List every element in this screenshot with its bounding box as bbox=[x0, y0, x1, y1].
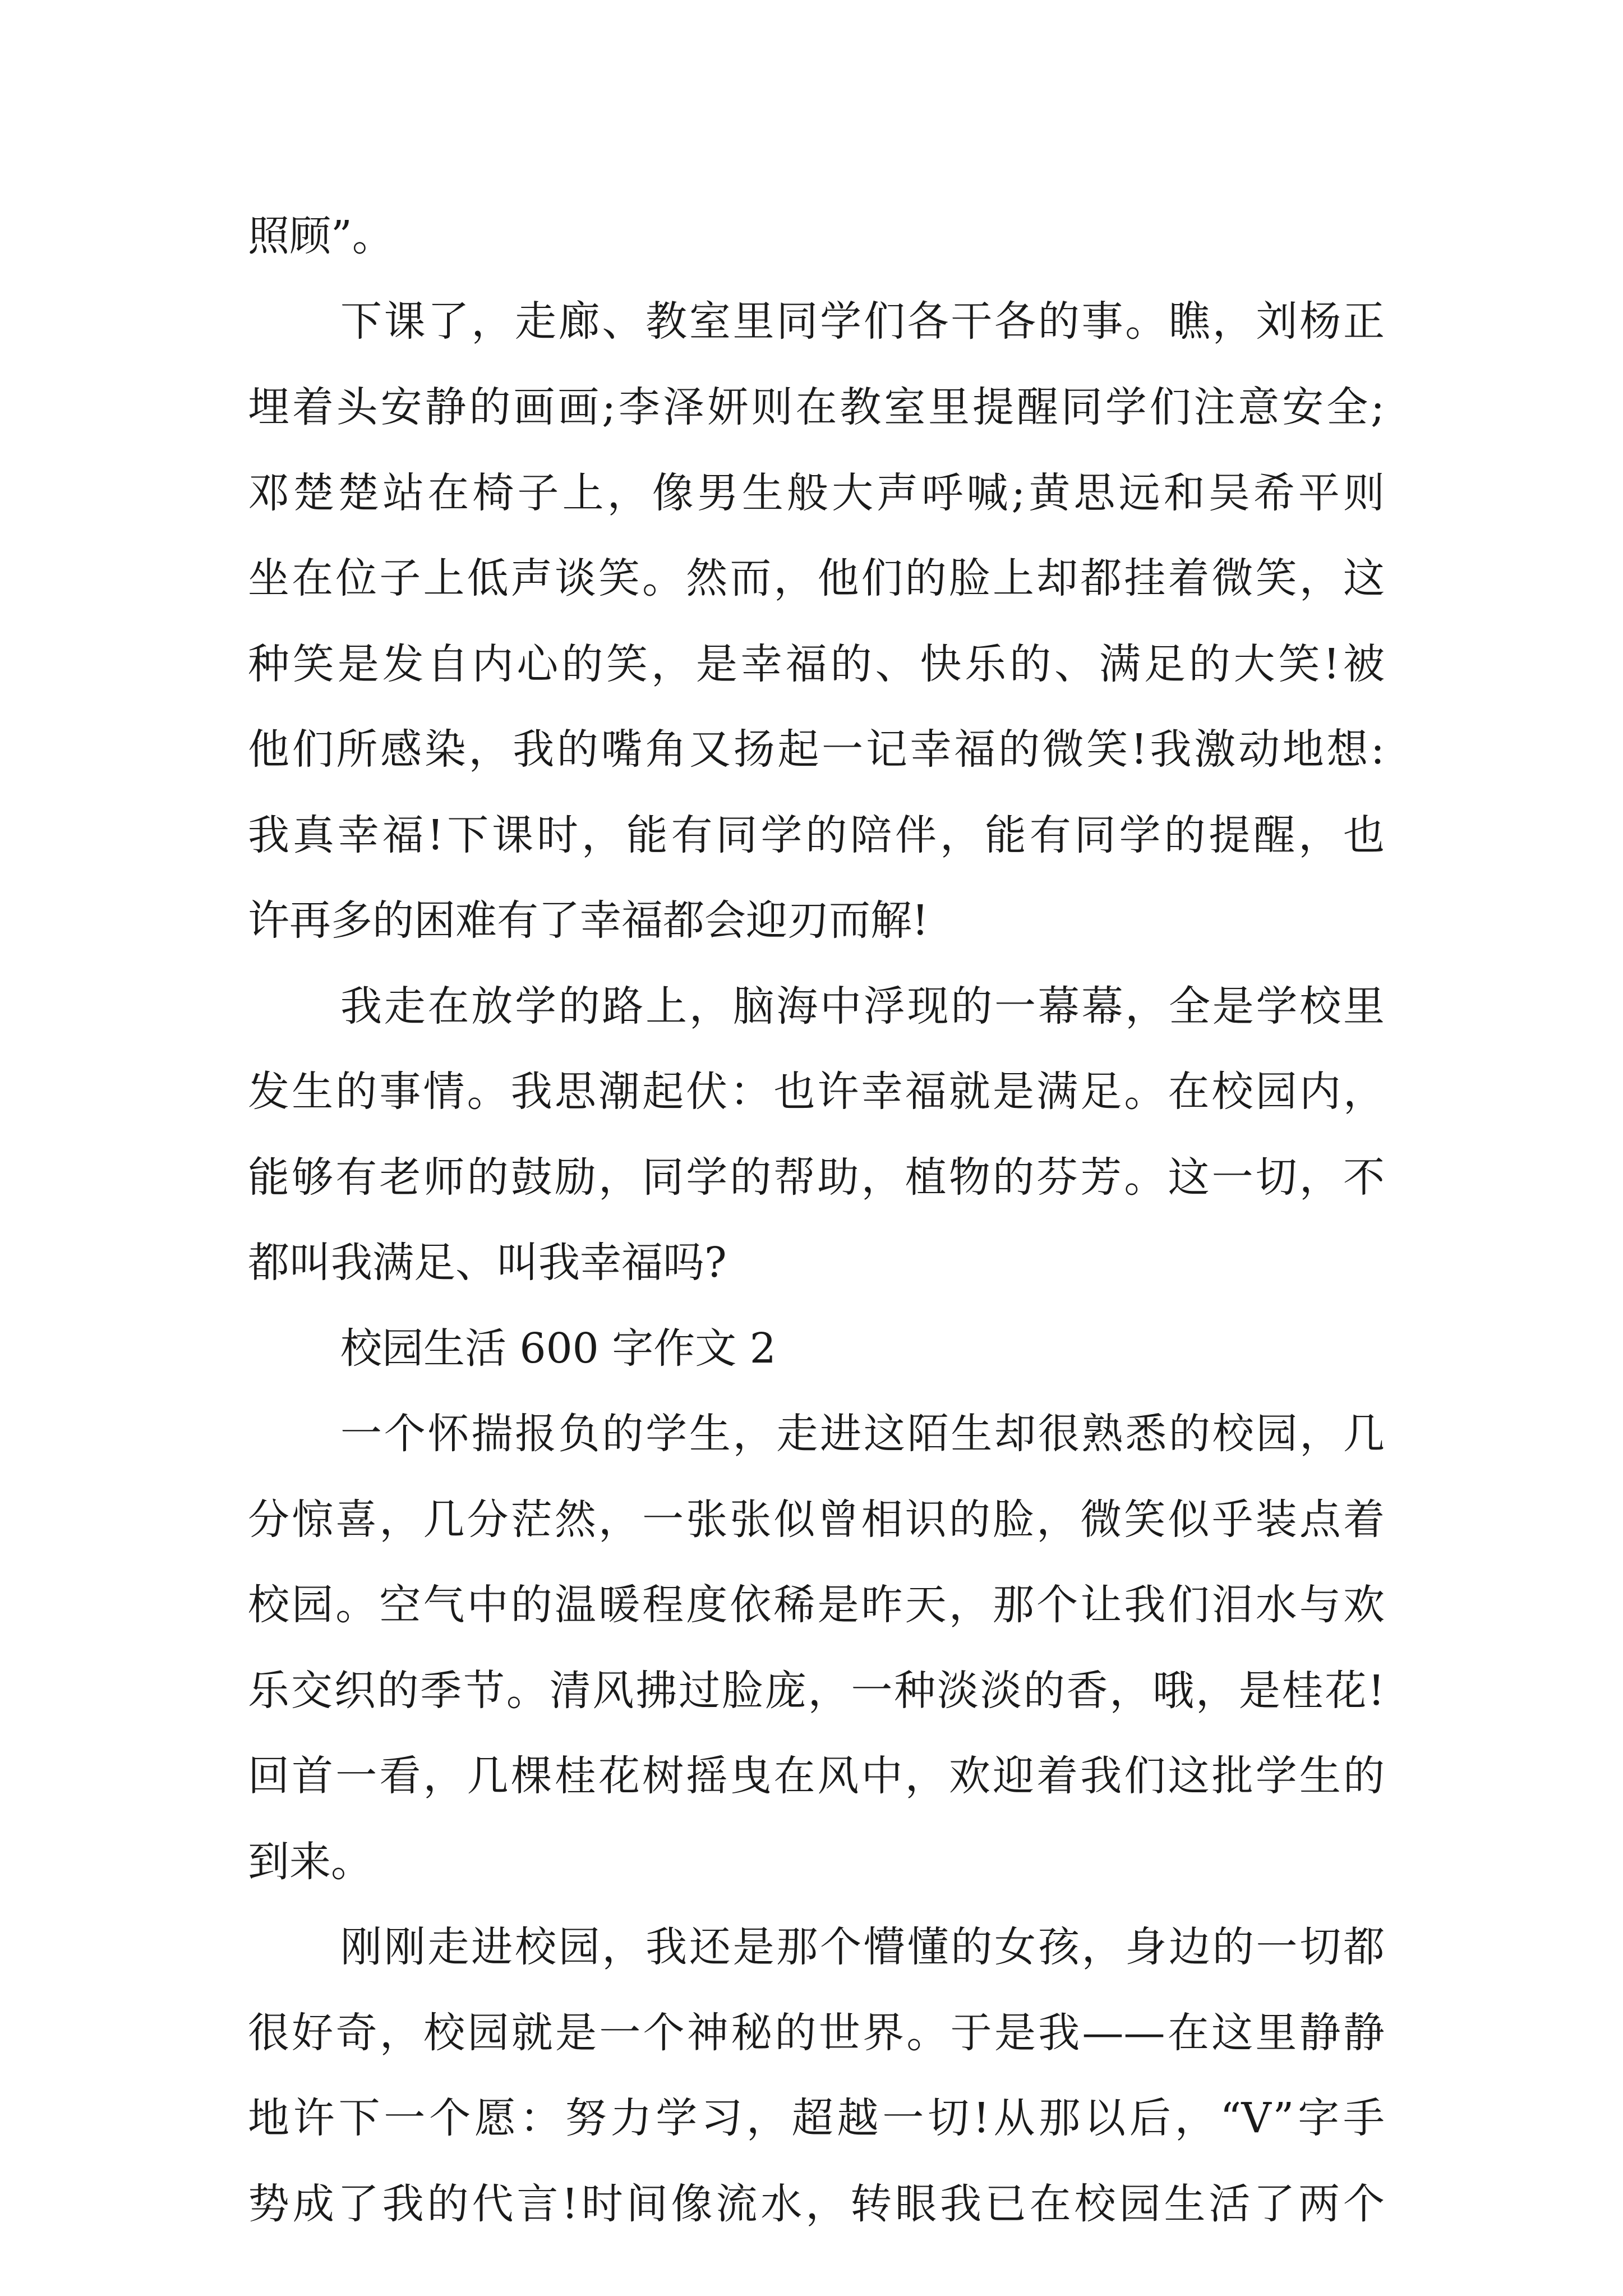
paragraph-line: 邓楚楚站在椅子上，像男生般大声呼喊;黄思远和吴希平则 bbox=[248, 469, 1385, 517]
paragraph-line: 照顾”。 bbox=[248, 212, 394, 260]
paragraph-line: 回首一看，几棵桂花树摇曳在风中，欢迎着我们这批学生的 bbox=[248, 1752, 1385, 1800]
paragraph-line: 我走在放学的路上，脑海中浮现的一幕幕，全是学校里 bbox=[340, 982, 1385, 1030]
paragraph-line: 都叫我满足、叫我幸福吗? bbox=[248, 1239, 727, 1287]
section-heading: 校园生活 600 字作文 2 bbox=[340, 1324, 776, 1373]
paragraph-line: 埋着头安静的画画;李泽妍则在教室里提醒同学们注意安全; bbox=[248, 383, 1385, 431]
paragraph-line: 校园。空气中的温暖程度依稀是昨天，那个让我们泪水与欢 bbox=[248, 1581, 1385, 1629]
paragraph-line: 地许下一个愿：努力学习，超越一切!从那以后，“V”字手 bbox=[248, 2094, 1385, 2142]
paragraph-line: 到来。 bbox=[248, 1838, 372, 1886]
paragraph-line: 乐交织的季节。清风拂过脸庞，一种淡淡的香，哦，是桂花! bbox=[248, 1667, 1385, 1715]
paragraph-line: 种笑是发自内心的笑，是幸福的、快乐的、满足的大笑!被 bbox=[248, 640, 1385, 688]
paragraph-line: 坐在位子上低声谈笑。然而，他们的脸上却都挂着微笑，这 bbox=[248, 554, 1385, 602]
paragraph-line: 一个怀揣报负的学生，走进这陌生却很熟悉的校园，几 bbox=[340, 1410, 1385, 1458]
paragraph-line: 分惊喜，几分茫然，一张张似曾相识的脸，微笑似乎装点着 bbox=[248, 1496, 1385, 1544]
paragraph-line: 许再多的困难有了幸福都会迎刃而解! bbox=[248, 896, 929, 945]
paragraph-line: 很好奇，校园就是一个神秘的世界。于是我——在这里静静 bbox=[248, 2009, 1385, 2057]
paragraph-line: 刚刚走进校园，我还是那个懵懂的女孩，身边的一切都 bbox=[340, 1923, 1385, 1971]
paragraph-line: 他们所感染，我的嘴角又扬起一记幸福的微笑!我激动地想: bbox=[248, 725, 1385, 774]
paragraph-line: 发生的事情。我思潮起伏：也许幸福就是满足。在校园内， bbox=[248, 1068, 1385, 1116]
paragraph-line: 我真幸福!下课时，能有同学的陪伴，能有同学的提醒，也 bbox=[248, 811, 1385, 859]
paragraph-line: 势成了我的代言!时间像流水，转眼我已在校园生活了两个 bbox=[248, 2180, 1385, 2228]
paragraph-line: 能够有老师的鼓励，同学的帮助，植物的芬芳。这一切，不 bbox=[248, 1153, 1385, 1202]
paragraph-line: 下课了，走廊、教室里同学们各干各的事。瞧，刘杨正 bbox=[340, 297, 1385, 346]
